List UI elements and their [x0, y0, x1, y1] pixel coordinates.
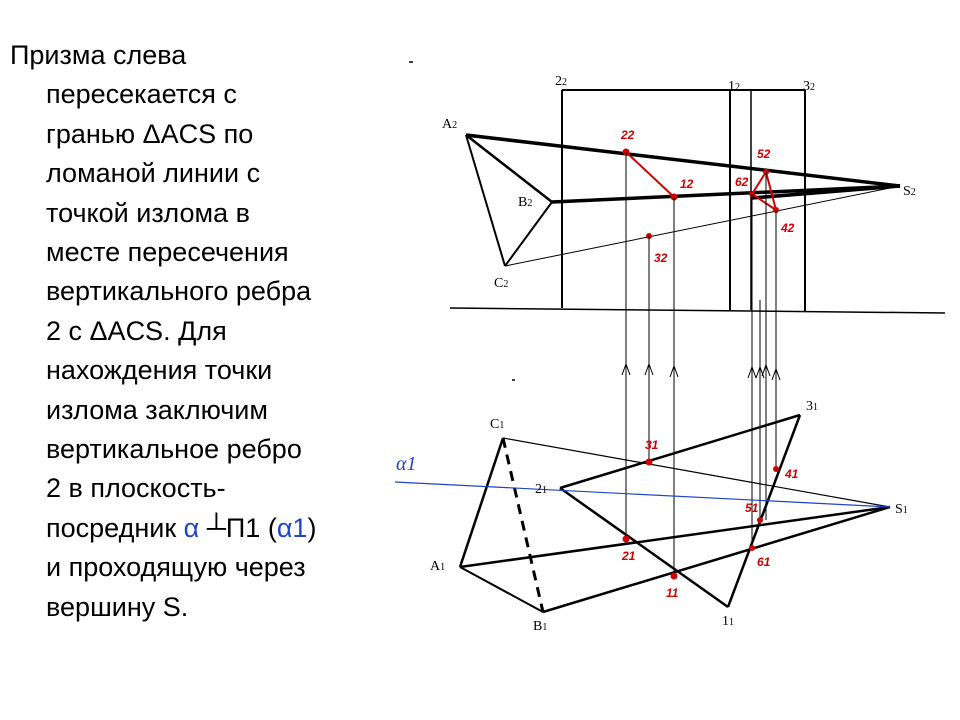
point-1-1 [671, 573, 678, 580]
edge-A1B1 [460, 567, 543, 612]
alpha-symbol: α [183, 512, 200, 543]
label-C1: C1 [490, 417, 505, 432]
top-points [623, 459, 780, 580]
point-6-1 [749, 545, 755, 551]
label-red-5-1: 51 [745, 501, 759, 515]
prism-edge-2-1 [560, 488, 728, 607]
label-alpha1: α1 [396, 453, 417, 475]
label-edge-3-1: 31 [806, 399, 818, 414]
description-line: пересекается с [46, 79, 237, 110]
edge-BS [552, 186, 900, 202]
description-line: вертикального ребра [46, 276, 312, 307]
label-red-2-1: 21 [622, 549, 636, 563]
label-edge-2-2: 22 [555, 74, 567, 89]
alpha1-symbol: α1 [276, 512, 308, 543]
edge-B1S1 [543, 507, 890, 612]
label-red-3-2: 32 [654, 251, 668, 265]
description-line: 2 в плоскость- [46, 473, 226, 504]
label-red-1-1: 11 [666, 586, 679, 600]
label-A2: A2 [442, 117, 458, 132]
text-fragment: посредник [46, 512, 184, 543]
label-A1: A1 [430, 559, 446, 574]
front-view [409, 62, 945, 380]
descriptive-geometry-diagram [380, 0, 960, 720]
label-S1: S1 [895, 502, 908, 517]
description-line: месте пересечения [46, 237, 289, 268]
label-edge-1-2: 12 [728, 79, 740, 94]
alpha-plane-trace [395, 482, 890, 507]
edge-C1A1 [460, 438, 503, 567]
description-line-13 [10, 509, 375, 548]
label-edge-2-1: 21 [535, 482, 547, 497]
description-line: ломаной линии с [46, 158, 261, 189]
edge-AC [466, 135, 505, 266]
label-red-1-2: 12 [680, 177, 694, 191]
label-S2: S2 [903, 184, 916, 199]
description-line: и проходящую через [46, 552, 306, 583]
description-line: вершину S. [46, 591, 189, 622]
front-labels [442, 74, 916, 291]
hidden-edge-C1B1 [503, 438, 543, 612]
label-red-2-2: 22 [621, 128, 635, 142]
prism-edge-2-3 [560, 415, 800, 488]
label-red-4-1: 41 [785, 467, 799, 481]
label-edge-1-1: 11 [722, 614, 734, 629]
description-line: излома заключим [46, 394, 268, 425]
edge-BC [505, 202, 552, 266]
description-line: 2 с ΔACS. Для [46, 315, 227, 346]
plane-p1-text: П1 ( [225, 512, 277, 543]
label-B1: B1 [533, 619, 548, 634]
description-line: нахождения точки [46, 355, 273, 386]
description-line: гранью ΔACS по [46, 118, 254, 149]
label-edge-3-2: 32 [803, 79, 815, 94]
point-2-1 [623, 536, 630, 543]
top-view [460, 415, 890, 612]
point-5-1 [757, 517, 763, 523]
label-red-6-1: 61 [757, 555, 771, 569]
description-line: точкой излома в [46, 197, 250, 228]
perpendicular-symbol: ┴ [199, 512, 226, 543]
point-4-1 [773, 466, 779, 472]
label-B2: B2 [518, 195, 533, 210]
label-red-3-1: 31 [645, 438, 659, 452]
label-red-4-2: 42 [781, 221, 795, 235]
description-text [10, 36, 375, 627]
text-fragment: ) [307, 512, 317, 543]
label-red-5-2: 52 [757, 147, 771, 161]
edge-CS [505, 186, 900, 266]
prism-edge-3-1 [728, 415, 800, 607]
front-construction [626, 152, 776, 210]
description-line: вертикальное ребро [46, 434, 302, 465]
edge-A1S1 [460, 507, 890, 567]
label-red-6-2: 62 [735, 175, 749, 189]
projection-axis [450, 308, 945, 313]
label-C2: C2 [494, 276, 509, 291]
description-line: Призма слева [10, 40, 187, 70]
point-3-1 [646, 459, 653, 466]
